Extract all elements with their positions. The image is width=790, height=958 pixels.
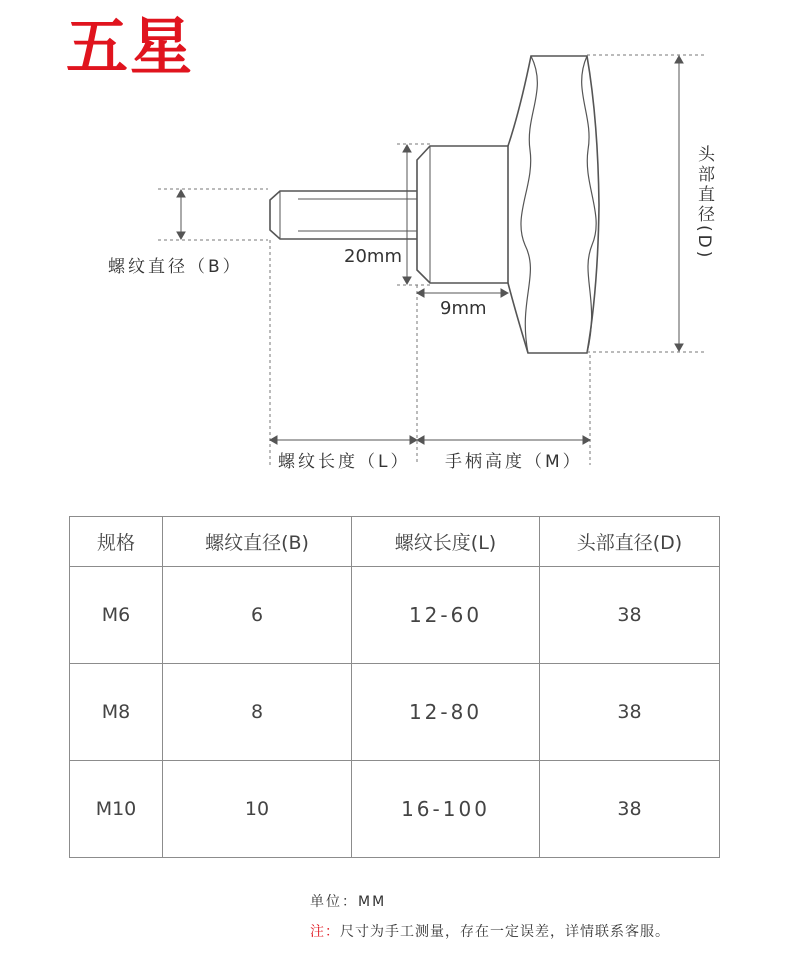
header-spec: 规格 [70, 517, 163, 567]
header-head-diameter: 头部直径(D) [540, 517, 720, 567]
cell-head-diameter: 38 [540, 567, 720, 664]
neck-length-label: 9mm [440, 298, 487, 319]
head-wave-left [521, 56, 537, 353]
cell-spec: M10 [70, 761, 163, 858]
cell-spec: M8 [70, 664, 163, 761]
shank-length-label: 20mm [344, 246, 402, 267]
head-diameter-label: 头部直径(D) [694, 145, 714, 261]
measurement-note [310, 921, 670, 941]
header-thread-diameter: 螺纹直径(B) [163, 517, 352, 567]
cell-thread-length: 12-80 [352, 664, 540, 761]
cell-thread-length: 16-100 [352, 761, 540, 858]
cell-head-diameter: 38 [540, 664, 720, 761]
table-row [70, 567, 720, 664]
cell-thread-diameter: 6 [163, 567, 352, 664]
thread-diameter-label: 螺纹直径（B） [108, 257, 243, 277]
knob-head [508, 56, 599, 353]
collar [417, 146, 508, 283]
cell-thread-diameter: 10 [163, 761, 352, 858]
knob-drawing [270, 56, 599, 353]
thread-shank [270, 191, 417, 239]
cell-thread-length: 12-60 [352, 567, 540, 664]
note-text: 尺寸为手工测量，存在一定误差，详情联系客服。 [340, 924, 670, 940]
table-header-row [70, 517, 720, 567]
table-row [70, 664, 720, 761]
table-row [70, 761, 720, 858]
handle-height-label: 手柄高度（M） [445, 452, 583, 472]
brand-logo: 五星 [66, 10, 195, 83]
unit-note: 单位：MM [310, 894, 387, 910]
thread-length-label: 螺纹长度（L） [278, 452, 411, 472]
cell-spec: M6 [70, 567, 163, 664]
spec-table [69, 516, 720, 858]
cell-head-diameter: 38 [540, 761, 720, 858]
header-thread-length: 螺纹长度(L) [352, 517, 540, 567]
note-prefix: 注： [310, 924, 340, 940]
cell-thread-diameter: 8 [163, 664, 352, 761]
